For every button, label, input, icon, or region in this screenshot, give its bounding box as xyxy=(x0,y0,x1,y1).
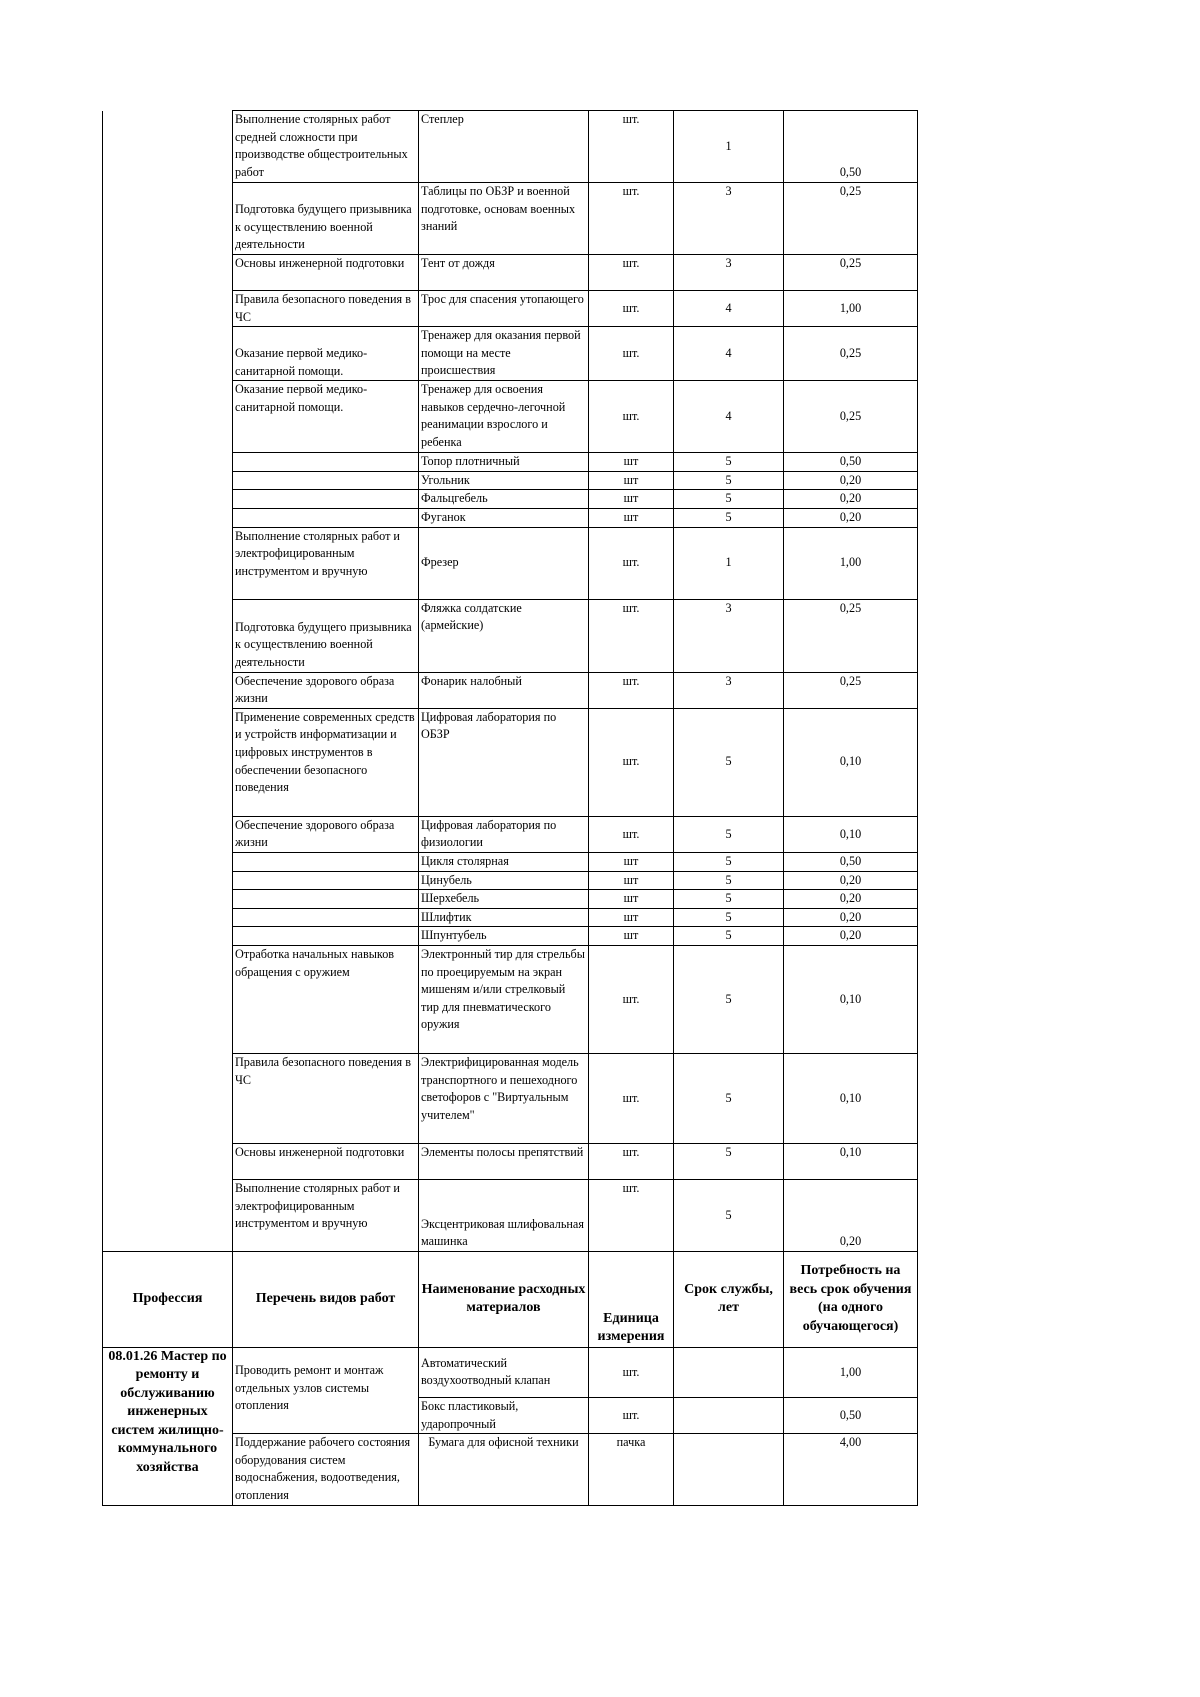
life-cell: 5 xyxy=(674,471,784,490)
work-cell: Обеспечение здорового образа жизни xyxy=(233,816,419,852)
need-cell: 0,20 xyxy=(784,490,918,509)
life-cell: 5 xyxy=(674,852,784,871)
work-cell xyxy=(233,471,419,490)
life-cell: 5 xyxy=(674,1179,784,1251)
life-cell: 5 xyxy=(674,927,784,946)
need-cell: 0,20 xyxy=(784,908,918,927)
header-life: Срок службы, лет xyxy=(674,1251,784,1347)
material-cell: Электронный тир для стрельбы по проецируемым на экран мишеням и/или стрелковый тир для пневматического оружия xyxy=(419,945,589,1053)
material-cell: Тент от дождя xyxy=(419,255,589,291)
unit-cell: шт. xyxy=(589,183,674,255)
need-cell: 0,20 xyxy=(784,471,918,490)
unit-cell: шт. xyxy=(589,291,674,327)
material-cell: Цикля столярная xyxy=(419,852,589,871)
work-cell: Проводить ремонт и монтаж отдельных узлов системы отопления xyxy=(233,1347,419,1433)
life-cell: 5 xyxy=(674,708,784,816)
life-cell: 4 xyxy=(674,327,784,381)
unit-cell: шт xyxy=(589,852,674,871)
material-cell: Бокс пластиковый, ударопрочный xyxy=(419,1397,589,1433)
unit-cell: шт. xyxy=(589,381,674,453)
need-cell: 0,10 xyxy=(784,1053,918,1143)
unit-cell: шт. xyxy=(589,1179,674,1251)
work-cell xyxy=(233,453,419,472)
unit-cell: шт. xyxy=(589,945,674,1053)
header-works: Перечень видов работ xyxy=(233,1251,419,1347)
life-cell: 4 xyxy=(674,381,784,453)
header-materials: Наименование расходных материалов xyxy=(419,1251,589,1347)
need-cell: 0,50 xyxy=(784,1397,918,1433)
material-cell: Тренажер для освоения навыков сердечно-легочной реанимации взрослого и ребенка xyxy=(419,381,589,453)
need-cell: 0,20 xyxy=(784,890,918,909)
work-cell: Применение современных средств и устройств информатизации и цифровых инструментов в обеспечении безопасного поведения xyxy=(233,708,419,816)
material-cell: Фрезер xyxy=(419,527,589,599)
unit-cell: шт xyxy=(589,927,674,946)
work-cell: Оказание первой медико-санитарной помощи. xyxy=(233,327,419,381)
material-cell: Таблицы по ОБЗР и военной подготовке, основам военных знаний xyxy=(419,183,589,255)
profession-cell-empty xyxy=(103,111,233,1252)
header-unit: Единица измерения xyxy=(589,1251,674,1347)
profession-cell: 08.01.26 Мастер по ремонту и обслуживанию инженерных систем жилищно-коммунального хозяйства xyxy=(103,1347,233,1505)
work-cell: Правила безопасного поведения в ЧС xyxy=(233,291,419,327)
table-row xyxy=(103,111,918,183)
material-cell: Тренажер для оказания первой помощи на месте происшествия xyxy=(419,327,589,381)
material-cell: Степлер xyxy=(419,111,589,183)
materials-table xyxy=(102,110,918,1506)
material-cell: Шерхебель xyxy=(419,890,589,909)
unit-cell: шт. xyxy=(589,327,674,381)
header-need: Потребность на весь срок обучения (на одного обучающегося) xyxy=(784,1251,918,1347)
material-cell: Фонарик налобный xyxy=(419,672,589,708)
life-cell: 5 xyxy=(674,1143,784,1179)
work-cell: Выполнение столярных работ и электрофицированным инструментом и вручную xyxy=(233,527,419,599)
need-cell: 0,25 xyxy=(784,183,918,255)
need-cell: 1,00 xyxy=(784,291,918,327)
unit-cell: шт. xyxy=(589,1053,674,1143)
work-cell: Поддержание рабочего состояния оборудования систем водоснабжения, водоотведения, отопления xyxy=(233,1434,419,1506)
material-cell: Фальцгебель xyxy=(419,490,589,509)
material-cell: Угольник xyxy=(419,471,589,490)
need-cell: 0,25 xyxy=(784,381,918,453)
material-cell: Цифровая лаборатория по физиологии xyxy=(419,816,589,852)
unit-cell: шт. xyxy=(589,672,674,708)
material-cell: Цифровая лаборатория по ОБЗР xyxy=(419,708,589,816)
need-cell: 4,00 xyxy=(784,1434,918,1506)
work-cell: Отработка начальных навыков обращения с оружием xyxy=(233,945,419,1053)
unit-cell: шт xyxy=(589,908,674,927)
material-cell: Цинубель xyxy=(419,871,589,890)
need-cell: 0,20 xyxy=(784,927,918,946)
unit-cell: шт. xyxy=(589,1143,674,1179)
need-cell: 0,50 xyxy=(784,453,918,472)
work-cell xyxy=(233,852,419,871)
need-cell: 0,10 xyxy=(784,816,918,852)
material-cell: Бумага для офисной техники xyxy=(419,1434,589,1506)
work-cell: Правила безопасного поведения в ЧС xyxy=(233,1053,419,1143)
unit-cell: пачка xyxy=(589,1434,674,1506)
header-profession: Профессия xyxy=(103,1251,233,1347)
unit-cell: шт xyxy=(589,890,674,909)
work-cell xyxy=(233,871,419,890)
work-cell xyxy=(233,490,419,509)
need-cell: 0,25 xyxy=(784,255,918,291)
unit-cell: шт. xyxy=(589,527,674,599)
life-cell: 5 xyxy=(674,508,784,527)
unit-cell: шт. xyxy=(589,599,674,672)
life-cell xyxy=(674,1397,784,1433)
material-cell: Фуганок xyxy=(419,508,589,527)
life-cell xyxy=(674,1347,784,1397)
unit-cell: шт xyxy=(589,453,674,472)
material-cell: Автоматический воздухоотводный клапан xyxy=(419,1347,589,1397)
life-cell: 3 xyxy=(674,599,784,672)
need-cell: 0,50 xyxy=(784,852,918,871)
material-cell: Шлифтик xyxy=(419,908,589,927)
need-cell: 0,20 xyxy=(784,1179,918,1251)
need-cell: 0,25 xyxy=(784,599,918,672)
table-header-row xyxy=(103,1251,918,1347)
work-cell xyxy=(233,927,419,946)
life-cell: 5 xyxy=(674,871,784,890)
life-cell: 3 xyxy=(674,255,784,291)
work-cell: Оказание первой медико-санитарной помощи. xyxy=(233,381,419,453)
need-cell: 0,50 xyxy=(784,111,918,183)
need-cell: 0,10 xyxy=(784,1143,918,1179)
work-cell xyxy=(233,890,419,909)
unit-cell: шт. xyxy=(589,708,674,816)
need-cell: 0,20 xyxy=(784,508,918,527)
life-cell: 5 xyxy=(674,1053,784,1143)
unit-cell: шт. xyxy=(589,111,674,183)
work-cell: Выполнение столярных работ средней сложности при производстве общестроительных работ xyxy=(233,111,419,183)
work-cell xyxy=(233,508,419,527)
work-cell: Выполнение столярных работ и электрофицированным инструментом и вручную xyxy=(233,1179,419,1251)
life-cell: 1 xyxy=(674,111,784,183)
need-cell: 1,00 xyxy=(784,1347,918,1397)
life-cell: 3 xyxy=(674,672,784,708)
life-cell: 5 xyxy=(674,816,784,852)
need-cell: 0,10 xyxy=(784,945,918,1053)
work-cell: Подготовка будущего призывника к осуществлению военной деятельности xyxy=(233,599,419,672)
work-cell: Обеспечение здорового образа жизни xyxy=(233,672,419,708)
material-cell: Топор плотничный xyxy=(419,453,589,472)
unit-cell: шт xyxy=(589,471,674,490)
life-cell: 5 xyxy=(674,908,784,927)
unit-cell: шт. xyxy=(589,1347,674,1397)
life-cell: 5 xyxy=(674,945,784,1053)
need-cell: 1,00 xyxy=(784,527,918,599)
life-cell: 5 xyxy=(674,890,784,909)
life-cell: 5 xyxy=(674,490,784,509)
work-cell: Подготовка будущего призывника к осуществлению военной деятельности xyxy=(233,183,419,255)
table-row xyxy=(103,1347,918,1397)
material-cell: Элементы полосы препятствий xyxy=(419,1143,589,1179)
need-cell: 0,25 xyxy=(784,672,918,708)
work-cell xyxy=(233,908,419,927)
unit-cell: шт xyxy=(589,871,674,890)
life-cell: 4 xyxy=(674,291,784,327)
unit-cell: шт. xyxy=(589,1397,674,1433)
need-cell: 0,25 xyxy=(784,327,918,381)
material-cell: Трос для спасения утопающего xyxy=(419,291,589,327)
material-cell: Шпунтубель xyxy=(419,927,589,946)
material-cell: Фляжка солдатские (армейские) xyxy=(419,599,589,672)
need-cell: 0,10 xyxy=(784,708,918,816)
life-cell: 5 xyxy=(674,453,784,472)
unit-cell: шт xyxy=(589,508,674,527)
material-cell: Эксцентриковая шлифовальная машинка xyxy=(419,1179,589,1251)
life-cell xyxy=(674,1434,784,1506)
life-cell: 1 xyxy=(674,527,784,599)
work-cell: Основы инженерной подготовки xyxy=(233,255,419,291)
unit-cell: шт. xyxy=(589,255,674,291)
need-cell: 0,20 xyxy=(784,871,918,890)
life-cell: 3 xyxy=(674,183,784,255)
unit-cell: шт. xyxy=(589,816,674,852)
material-cell: Электрифицированная модель транспортного и пешеходного светофоров с "Виртуальным учителем" xyxy=(419,1053,589,1143)
work-cell: Основы инженерной подготовки xyxy=(233,1143,419,1179)
unit-cell: шт xyxy=(589,490,674,509)
